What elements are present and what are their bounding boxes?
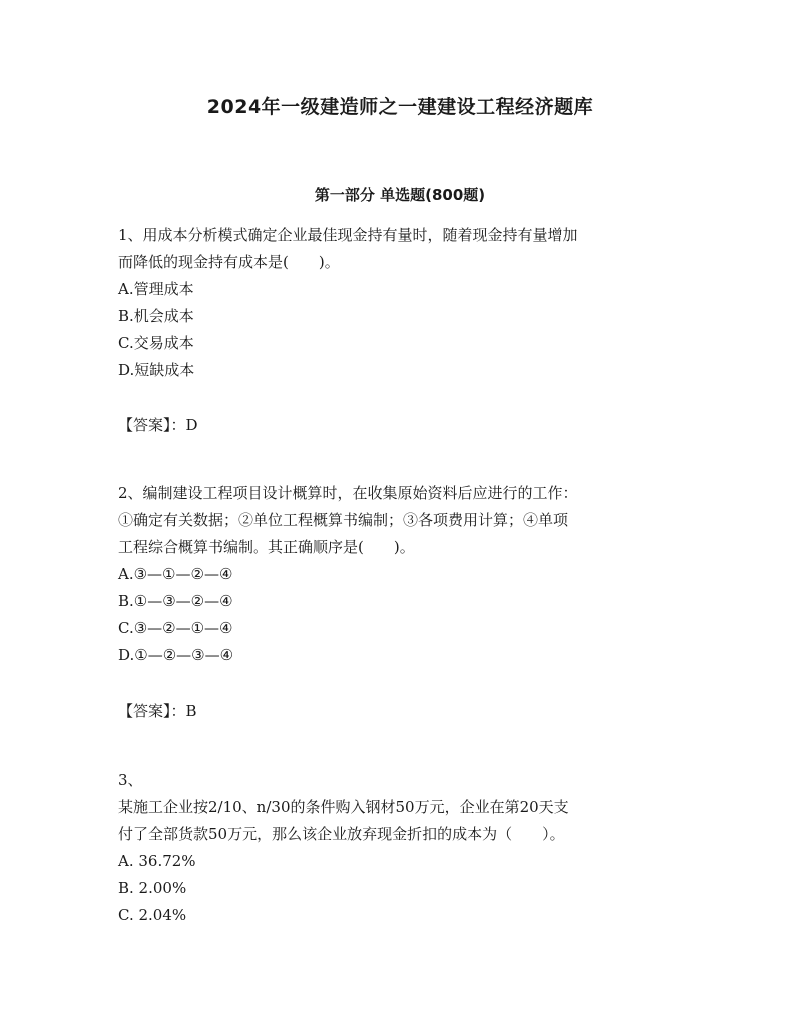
question-2-option-b: B.①—③—②—④	[118, 592, 233, 610]
question-2-stem-line-1: 2、编制建设工程项目设计概算时，在收集原始资料后应进行的工作：	[118, 484, 578, 502]
question-3-stem-line-2: 某施工企业按2/10、n/30的条件购入钢材50万元，企业在第20天支	[118, 798, 569, 816]
question-3-option-c: C. 2.04%	[118, 906, 187, 924]
question-1-stem-line-2: 而降低的现金持有成本是( )。	[118, 253, 340, 271]
document-title: 2024年一级建造师之一建建设工程经济题库	[206, 96, 594, 118]
question-1-option-b: B.机会成本	[118, 307, 194, 325]
question-2-stem-line-2: ①确定有关数据；②单位工程概算书编制；③各项费用计算；④单项	[118, 511, 569, 529]
question-2	[118, 480, 688, 669]
question-2-option-c: C.③—②—①—④	[118, 619, 233, 637]
question-2-option-d: D.①—②—③—④	[118, 646, 234, 664]
question-1-answer: 【答案】：D	[118, 416, 198, 434]
question-3-stem-line-1: 3、	[118, 771, 143, 789]
question-2-option-a: A.③—①—②—④	[118, 565, 233, 583]
question-1-option-c: C.交易成本	[118, 334, 194, 352]
question-1-stem-line-1: 1、用成本分析模式确定企业最佳现金持有量时，随着现金持有量增加	[118, 226, 578, 244]
question-1-option-a: A.管理成本	[118, 280, 194, 298]
question-1	[118, 222, 688, 384]
question-3-stem-line-3: 付了全部货款50万元，那么该企业放弃现金折扣的成本为（ ）。	[118, 825, 565, 843]
section-heading: 第一部分 单选题(800题)	[314, 186, 486, 204]
question-2-stem-line-3: 工程综合概算书编制。其正确顺序是( )。	[118, 538, 415, 556]
question-2-answer: 【答案】：B	[118, 702, 197, 720]
question-3-option-b: B. 2.00%	[118, 879, 187, 897]
question-1-option-d: D.短缺成本	[118, 361, 195, 379]
question-3	[118, 767, 688, 929]
question-3-option-a: A. 36.72%	[118, 852, 196, 870]
